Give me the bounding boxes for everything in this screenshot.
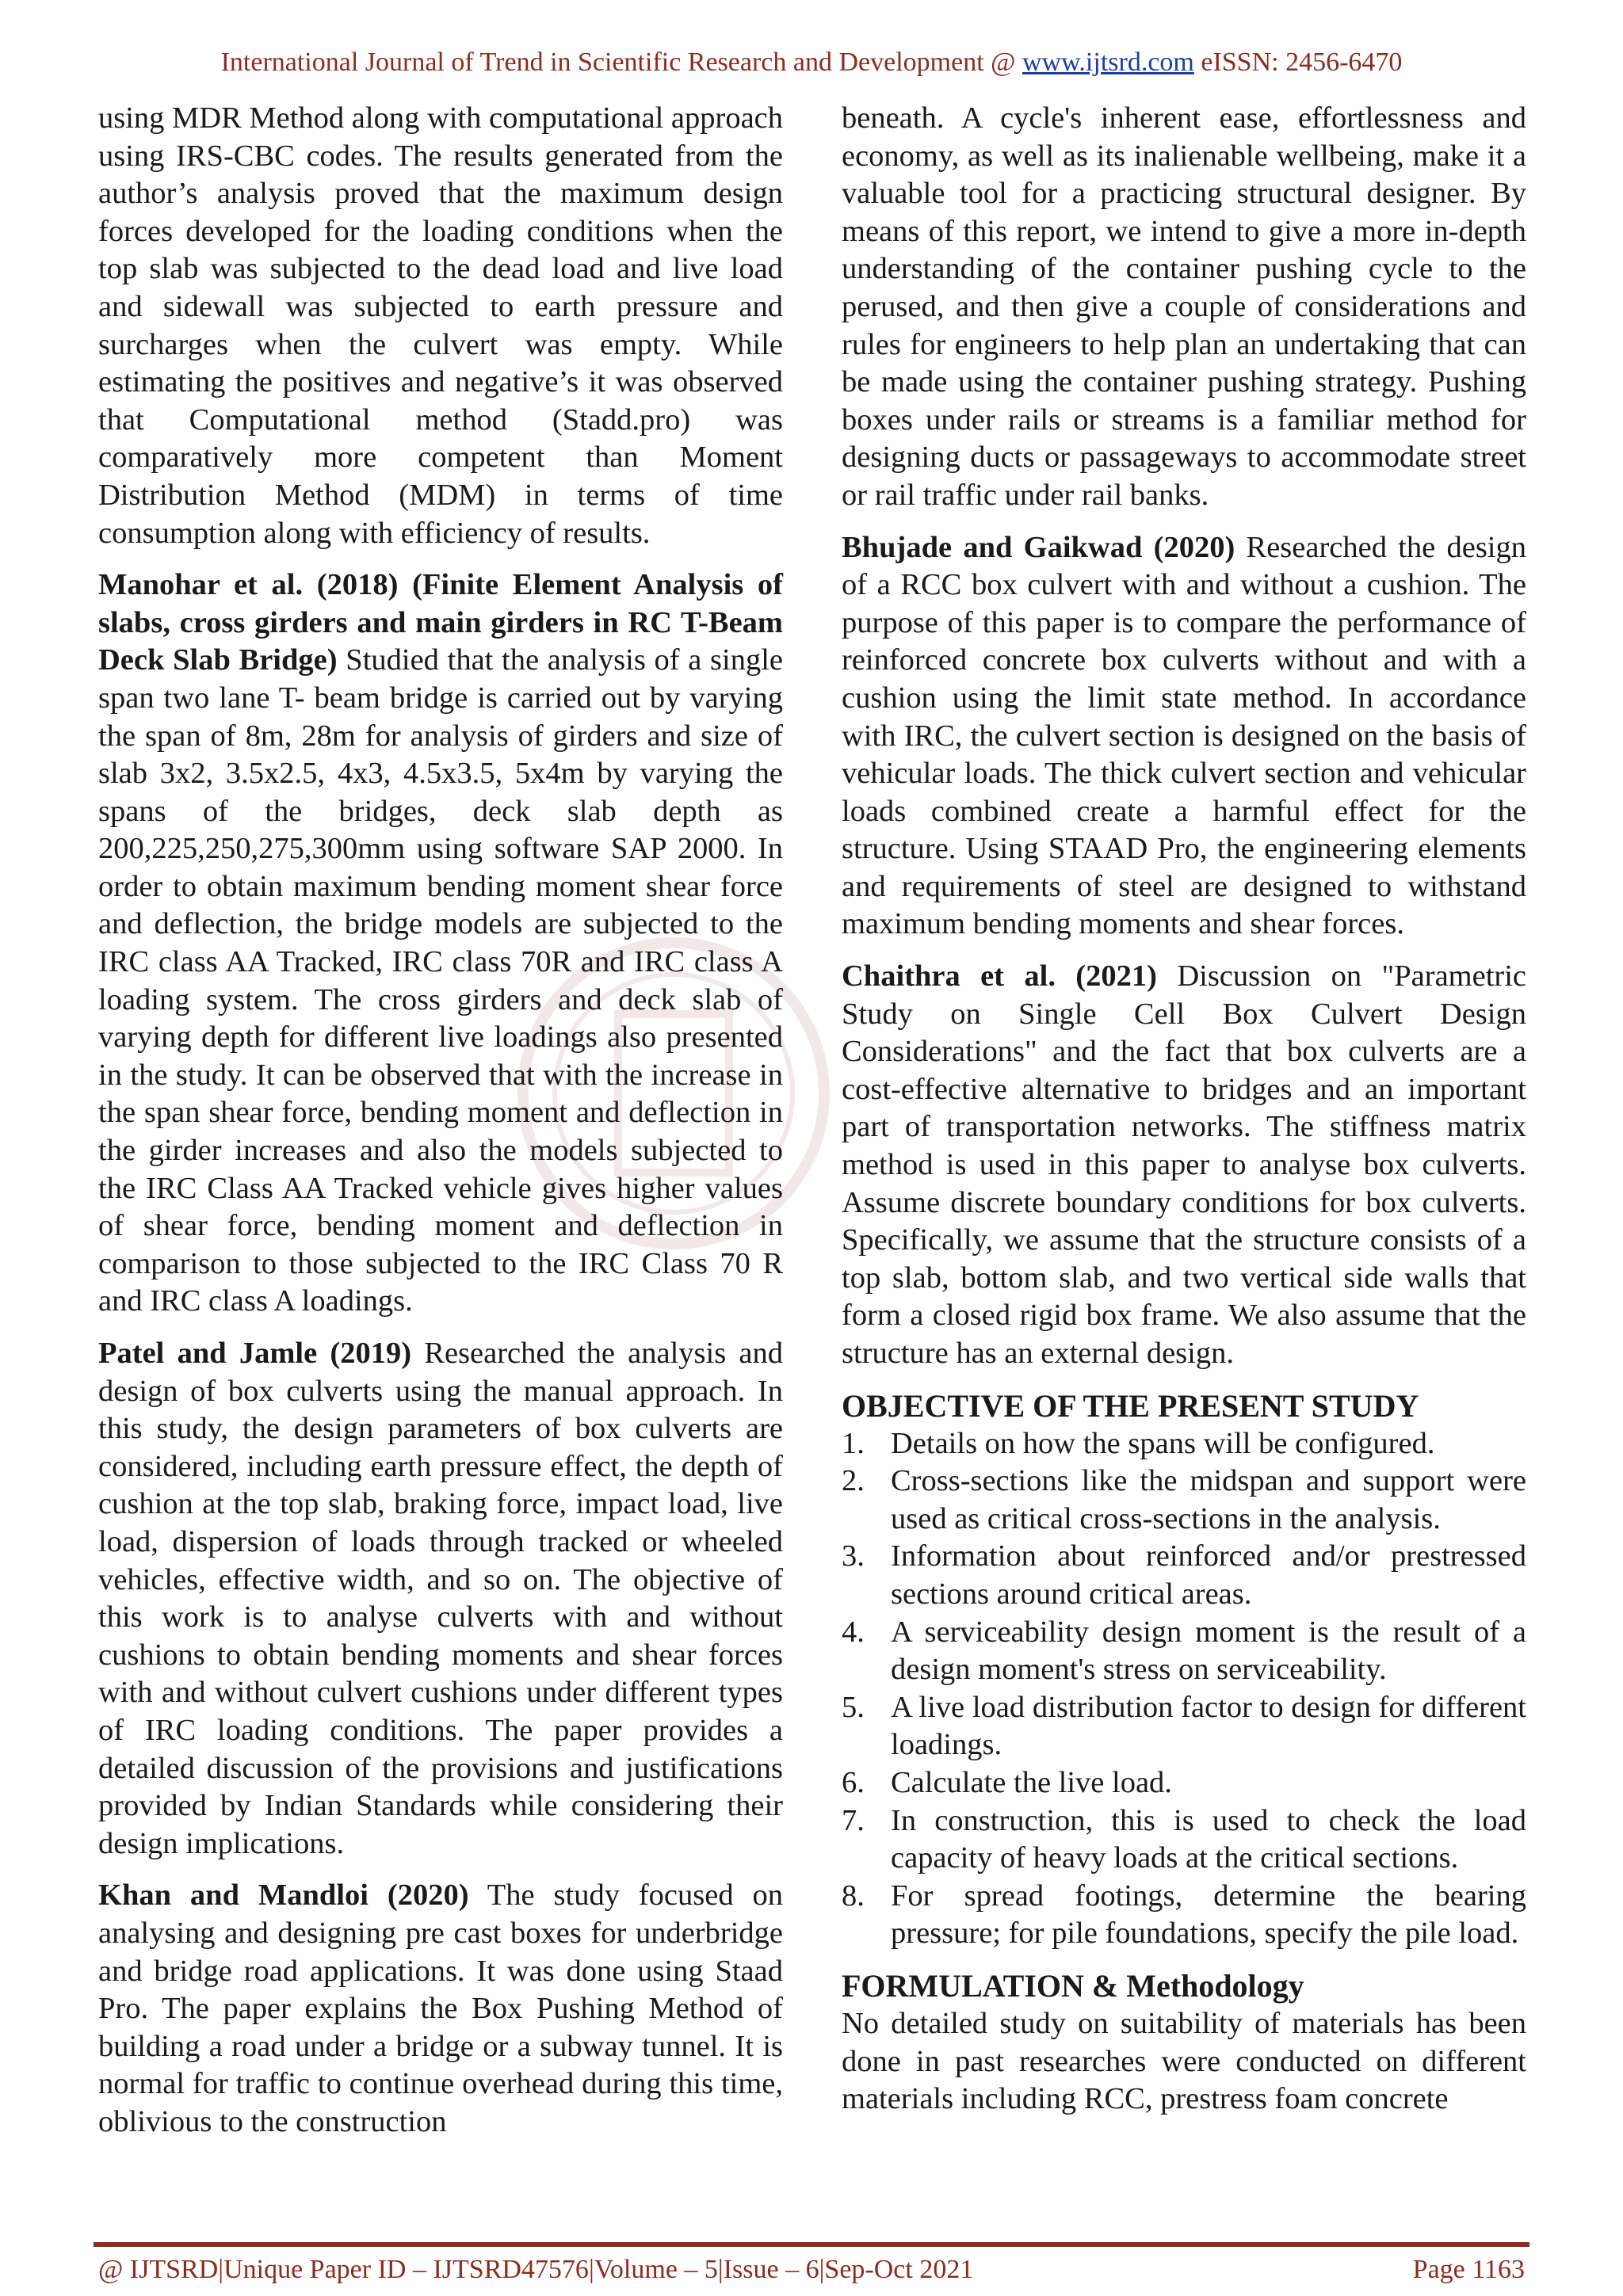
journal-link[interactable]: www.ijtsrd.com xyxy=(1022,48,1194,77)
list-item: 7. In construction, this is used to check the load capacity of heavy loads at the critical sections. xyxy=(842,1803,1526,1875)
footer-rule xyxy=(94,2242,1529,2247)
footer-journal: @ IJTSRD xyxy=(98,2255,219,2284)
footer-separator: | xyxy=(218,2255,224,2284)
list-item: 2. Cross-sections like the midspan and support were used as critical cross-sections in the analysis. xyxy=(842,1464,1526,1535)
citation-bhujade: Bhujade and Gaikwad (2020) xyxy=(842,530,1235,564)
running-header xyxy=(0,48,1623,78)
header-issn: eISSN: 2456-6470 xyxy=(1193,48,1403,77)
footer-volume: Volume – 5 xyxy=(594,2255,718,2284)
footer-issue: Issue – 6 xyxy=(723,2255,819,2284)
list-item: 4. A serviceability design moment is the result of a design moment's stress on serviceability. xyxy=(842,1615,1526,1687)
citation-chaithra: Chaithra et al. (2021) xyxy=(842,959,1157,994)
list-item: 6. Calculate the live load. xyxy=(842,1765,1172,1799)
paragraph-khan: Khan and Mandloi (2020) The study focused on analysing and designing pre cast boxes for underbridge and bridge road applications. It was done using Staad Pro. The paper explains the Box Pushing Method of building a road under a bridge or a subway tunnel. It is normal for traffic to continue overhead during this time, oblivious to the construction xyxy=(98,1878,783,2138)
list-item: 1. Details on how the spans will be configured. xyxy=(842,1426,1435,1460)
paragraph-formulation: No detailed study on suitability of materials has been done in past researches were conducted on different materials including RCC, prestress foam concrete xyxy=(842,2006,1526,2116)
page-number: Page 1163 xyxy=(1412,2255,1525,2284)
footer-date: Sep-Oct 2021 xyxy=(824,2255,974,2284)
header-text: International Journal of Trend in Scientific Research and Development @ xyxy=(220,48,1022,77)
citation-khan: Khan and Mandloi (2020) xyxy=(98,1878,469,1913)
paragraph: using MDR Method along with computational approach using IRS-CBC codes. The results generated from the author’s analysis proved that the maximum design forces developed for the loading conditions when the top slab was subjected to the dead load and live load and sidewall was subjected to earth pressure and surcharges when the culvert was empty. While estimating the positives and negative’s it was observed that Computational method (Stadd.pro) was comparatively more competent than Moment Distribution Method (MDM) in terms of time consumption along with efficiency of results. xyxy=(98,101,783,550)
running-footer xyxy=(98,2255,1525,2285)
paragraph-patel: Patel and Jamle (2019) Researched the analysis and design of box culverts using the manual approach. In this study, the design parameters of box culverts are considered, including earth pressure effect, the depth of cushion at the top slab, braking force, impact load, live load, dispersion of loads through tracked or wheeled vehicles, effective width, and so on. The objective of this work is to analyse culverts with and without cushions to obtain bending moments and shear forces with and without culvert cushions under different types of IRC loading conditions. The paper provides a detailed discussion of the provisions and justifications provided by Indian Standards while considering their design implications. xyxy=(98,1337,783,1860)
paragraph-manohar: Manohar et al. (2018) (Finite Element Analysis of slabs, cross girders and main girders in RC T-Beam Deck Slab Bridge) Studied that the analysis of a single span two lane T- beam bridge is carried out by varying the span of 8m, 28m for analysis of girders and size of slab 3x2, 3.5x2.5, 4x3, 4.5x3.5, 5x4m by varying the spans of the bridges, deck slab depth as 200,225,250,275,300mm using software SAP 2000. In order to obtain maximum bending moment shear force and deflection, the bridge models are subjected to the IRC class AA Tracked, IRC class 70R and IRC class A loading system. The cross girders and deck slab of varying depth for different live loadings also presented in the study. It can be observed that with the increase in the span shear force, bending moment and deflection in the girder increases and also the models subjected to the IRC Class AA Tracked vehicle gives higher values of shear force, bending moment and deflection in comparison to those subjected to the IRC Class 70 R and IRC class A loadings. xyxy=(98,568,783,1318)
footer-paper-id: Unique Paper ID – IJTSRD47576 xyxy=(223,2255,589,2284)
list-item: 5. A live load distribution factor to design for different loadings. xyxy=(842,1690,1526,1762)
list-item: 8. For spread footings, determine the bearing pressure; for pile foundations, specify the pile load. xyxy=(842,1878,1526,1951)
citation-manohar: Manohar et al. (2018) (Finite Element Analysis of slabs, cross girders and main girders in RC T-Beam Deck Slab Bridge) xyxy=(98,568,783,677)
footer-separator: | xyxy=(717,2255,724,2284)
right-column xyxy=(842,100,1526,2133)
section-heading-objective: OBJECTIVE OF THE PRESENT STUDY xyxy=(842,1387,1419,1424)
footer-separator: | xyxy=(588,2255,594,2284)
paragraph-chaithra: Chaithra et al. (2021) Discussion on "Parametric Study on Single Cell Box Culvert Design Considerations" and the fact that box culverts are a cost-effective alternative to bridges and an important part of transportation networks. The stiffness matrix method is used in this paper to analyse box culverts. Assume discrete boundary conditions for box culverts. Specifically, we assume that the structure consists of a top slab, bottom slab, and two vertical side walls that form a closed rigid box frame. We also assume that the structure has an external design. xyxy=(842,959,1526,1370)
paragraph-bhujade: Bhujade and Gaikwad (2020) Researched the design of a RCC box culvert with and without a cushion. The purpose of this paper is to compare the performance of reinforced concrete box culverts without and with a cushion using the limit state method. In accordance with IRC, the culvert section is designed on the basis of vehicular loads. The thick culvert section and vehicular loads combined create a harmful effect for the structure. Using STAAD Pro, the engineering elements and requirements of steel are designed to withstand maximum bending moments and shear forces. xyxy=(842,530,1526,941)
objective-list xyxy=(842,1425,1526,1953)
list-item: 3. Information about reinforced and/or prestressed sections around critical areas. xyxy=(842,1539,1526,1611)
section-heading-formulation: FORMULATION & Methodology xyxy=(842,1967,1304,2004)
footer-separator: | xyxy=(819,2255,825,2284)
citation-patel: Patel and Jamle (2019) xyxy=(98,1337,412,1370)
left-column xyxy=(98,100,783,2155)
paragraph: beneath. A cycle's inherent ease, effortlessness and economy, as well as its inalienable wellbeing, make it a valuable tool for a practicing structural designer. By means of this report, we intend to give a more in-depth understanding of the container pushing cycle to the perused, and then give a couple of considerations and rules for engineers to help plan an undertaking that can be made using the container pushing strategy. Pushing boxes under rails or streams is a familiar method for designing ducts or passageways to accommodate street or rail traffic under rail banks. xyxy=(842,101,1526,512)
